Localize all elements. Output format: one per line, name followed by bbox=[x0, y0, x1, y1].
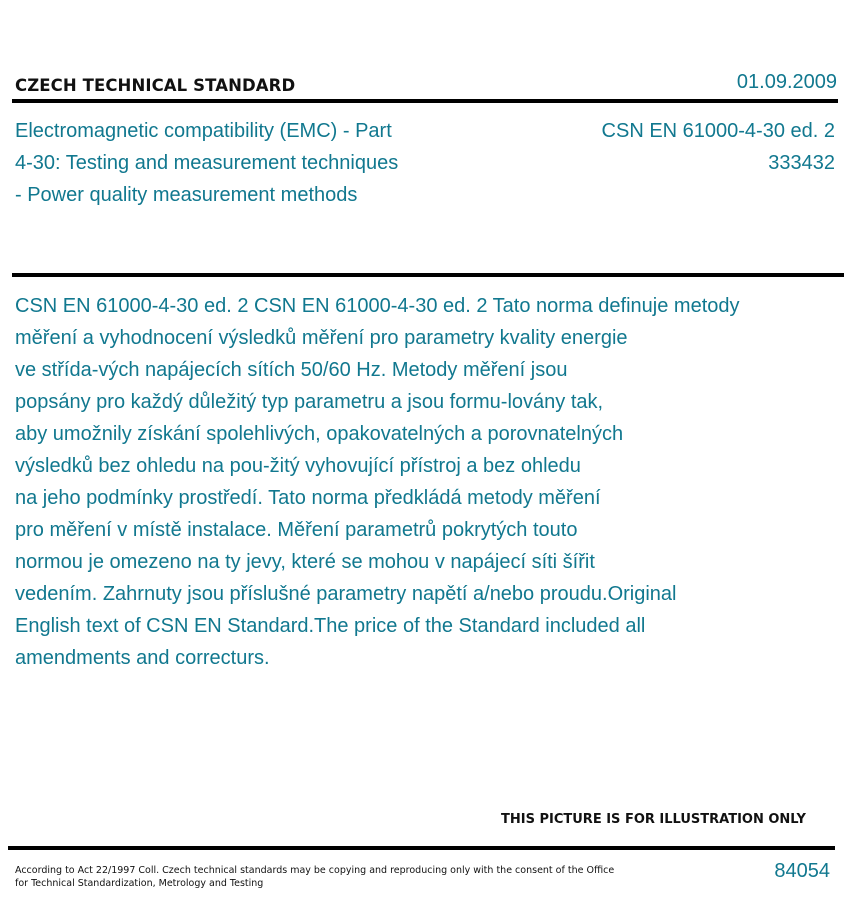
standard-codes bbox=[602, 115, 835, 179]
title-divider bbox=[12, 273, 844, 277]
abstract-line: popsány pro každý důležitý typ parametru a jsou formu-lovány tak, bbox=[15, 391, 604, 413]
illustration-disclaimer: THIS PICTURE IS FOR ILLUSTRATION ONLY bbox=[501, 812, 806, 827]
abstract-line: CSN EN 61000-4-30 ed. 2 CSN EN 61000-4-30 ed. 2 Tato norma definuje metody bbox=[15, 295, 740, 317]
abstract-line: aby umožnily získání spolehlivých, opakovatelných a porovnatelných bbox=[15, 423, 624, 445]
abstract-line: English text of CSN EN Standard.The price of the Standard included all bbox=[15, 615, 646, 637]
footer-divider bbox=[8, 846, 835, 850]
abstract-line: měření a vyhodnocení výsledků měření pro parametry kvality energie bbox=[15, 327, 628, 349]
footer-number: 84054 bbox=[774, 860, 830, 882]
title-line: - Power quality measurement methods bbox=[15, 184, 358, 206]
legal-notice bbox=[15, 864, 614, 890]
standard-abstract bbox=[15, 290, 835, 674]
legal-notice-line: for Technical Standardization, Metrology and Testing bbox=[15, 878, 264, 889]
abstract-line: pro měření v místě instalace. Měření parametrů pokrytých touto bbox=[15, 519, 578, 541]
catalog-number: 333432 bbox=[768, 152, 835, 174]
standard-designation: CSN EN 61000-4-30 ed. 2 bbox=[601, 120, 835, 142]
header-divider bbox=[12, 99, 838, 103]
title-line: Electromagnetic compatibility (EMC) - Part bbox=[15, 120, 392, 142]
standard-title bbox=[15, 115, 455, 211]
document-type-label: CZECH TECHNICAL STANDARD bbox=[15, 76, 296, 95]
abstract-line: ve střída-vých napájecích sítích 50/60 Hz. Metody měření jsou bbox=[15, 359, 568, 381]
abstract-line: vedením. Zahrnuty jsou příslušné parametry napětí a/nebo proudu.Original bbox=[15, 583, 677, 605]
abstract-line: výsledků bez ohledu na pou-žitý vyhovující přístroj a bez ohledu bbox=[15, 455, 581, 477]
publication-date: 01.09.2009 bbox=[736, 71, 837, 93]
abstract-line: normou je omezeno na ty jevy, které se mohou v napájecí síti šířit bbox=[15, 551, 595, 573]
abstract-line: na jeho podmínky prostředí. Tato norma předkládá metody měření bbox=[15, 487, 601, 509]
title-line: 4-30: Testing and measurement techniques bbox=[15, 152, 399, 174]
legal-notice-line: According to Act 22/1997 Coll. Czech technical standards may be copying and reproducing only with the consent of the Office bbox=[15, 865, 615, 876]
abstract-line: amendments and correcturs. bbox=[15, 647, 270, 669]
